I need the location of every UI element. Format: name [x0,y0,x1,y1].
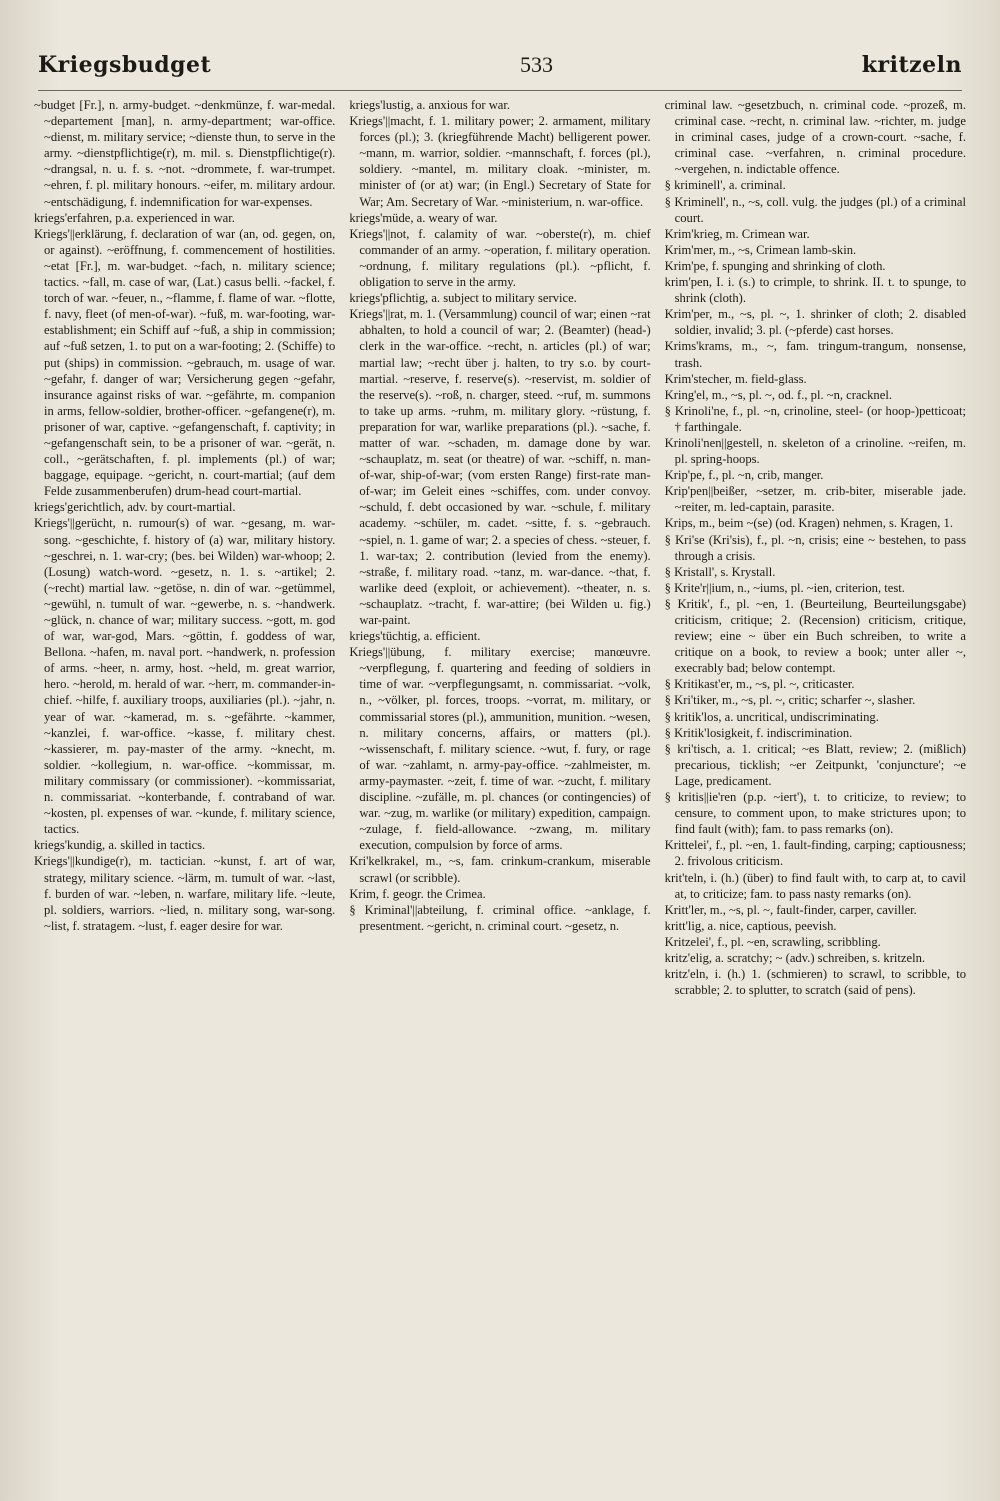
dictionary-entry: Krim'pe, f. spunging and shrinking of cloth. [664,258,886,273]
dictionary-entry: § Kritik', f., pl. ~en, 1. (Beurteilung, Beurteilungsgabe) criticism, critique; 2. (Recension) criticism, critique, review; eine ~ über ein Buch schreiben, to write a critique on a book, to review a book; unter aller ~, execrably bad; below contempt. [664,596,966,676]
left-running-headword: Kriegsbudget [38,52,212,78]
dictionary-entry: § kri'tisch, a. 1. critical; ~es Blatt, review; 2. (mißlich) precarious, ticklish; ~er Zeitpunkt, 'conjuncture'; ~e Lage, predicament. [664,741,966,788]
dictionary-entry: krit'teln, i. (h.) (über) to find fault with, to carp at, to cavil at, to criticize; fam. to pass nasty remarks (on). [664,870,966,901]
dictionary-entry: Krinoli'nen||gestell, n. skeleton of a crinoline. ~reifen, m. pl. spring-hoops. [664,435,966,467]
dictionary-entry: § Kriminal'||abteilung, f. criminal office. ~anklage, f. presentment. ~gericht, n. criminal court. ~gesetz, n. [349,902,651,933]
column-3 [665,97,966,1473]
dictionary-entry: Kriegs'||übung, f. military exercise; manœuvre. ~verpflegung, f. quartering and feeding of soldiers in time of war. ~verpflegungsamt, n. commissariat. ~volk, n., ~völker, pl. forces, troops. ~vorrat, m. military, or commissarial stores (pl.), ammunition, munition. ~wesen, n. military concerns, affairs, or matters (pl.). ~wissenschaft, f. military science. ~wut, f. fury, or rage of war. ~zahlamt, n. army-pay-office. ~zahlmeister, m. army-paymaster. ~zeit, f. time of war. ~zucht, f. military discipline. ~zufälle, m. pl. chances (or contingencies) of war. ~zug, m. warlike (or military) expedition, campaign. ~zulage, f. field-allowance. ~zwang, m. military execution, compulsion by force of arms. [349,645,651,853]
dictionary-entry: § Krite'r||ium, n., ~iums, pl. ~ien, criterion, test. [664,580,905,595]
dictionary-entry: Kriegs'||gerücht, n. rumour(s) of war. ~gesang, m. war-song. ~geschichte, f. history of (a) war, military history. ~geschrei, n. 1. war-cry; (bes. bei Wilden) war-whoop; 2. (Losung) watch-word. ~gesetz, n. 1. s. ~artikel; 2. (~recht) martial law. ~getöse, n. din of war. ~getümmel, ~gewühl, n. tumult of war. ~gewerbe, n. s. ~handwerk. ~glück, n. chance of war; military success. ~gott, m. god of war, war-god, Mars. ~göttin, f. goddess of war, Bellona. ~hafen, m. naval port. ~handwerk, n. profession of arms. ~heer, n. army, host. ~held, m. great warrior, hero. ~herold, m. herald of war. ~herr, m. commander-in-chief. ~hilfe, f. auxiliary troops, auxiliaries (pl.). ~jahr, n. year of war. ~kamerad, m. s. ~gefährte. ~kammer, ~kanzlei, f. war-office. ~kasse, f. military chest. ~kassierer, m. pay-master of the army. ~knecht, m. soldier. ~kollegium, n. war-office. ~kommissar, m. military commissary (or commissioner). ~kommissariat, n. commissariat. ~konterbande, f. contraband of war. ~kosten, pl. expenses of war. ~kunde, f. military science, tactics. [34,516,336,837]
page-number: 533 [519,52,553,77]
dictionary-entry: § Kri'tiker, m., ~s, pl. ~, critic; scharfer ~, slasher. [664,693,916,708]
dictionary-entry: kriegs'erfahren, p.a. experienced in war. [34,210,235,225]
dictionary-entry: Krip'pe, f., pl. ~n, crib, manger. [664,468,824,483]
page-header [38,52,962,91]
dictionary-entry: § Kristall', s. Krystall. [664,564,776,579]
dictionary-entry: ~budget [Fr.], n. army-budget. ~denkmünze, f. war-medal. ~departement [man], n. army-department; war-office. ~dienst, m. military service; ~dienste thun, to serve in the army. ~dienstpflichtige(r), m. mil. s. Dienstpflichtige(r). ~drangsal, n. u. f. s. ~not. ~drommete, f. war-trumpet. ~ehren, f. pl. military honours. ~eifer, m. military ardour. ~entschädigung, f. indemnification for war-expenses. [34,98,336,209]
dictionary-entry: § Krinoli'ne, f., pl. ~n, crinoline, steel- (or hoop-)petticoat; † farthingale. [664,403,966,434]
dictionary-entry: § Kritik'losigkeit, f. indiscrimination. [664,725,853,740]
dictionary-entry: Krim, f. geogr. the Crimea. [349,886,486,901]
dictionary-entry: § kritik'los, a. uncritical, undiscriminating. [664,709,879,724]
dictionary-entry: § Kri'se (Kri'sis), f., pl. ~n, crisis; eine ~ bestehen, to pass through a crisis. [664,532,966,563]
dictionary-entry: Kring'el, m., ~s, pl. ~, od. f., pl. ~n, cracknel. [664,387,892,402]
dictionary-entry: Kriegs'||erklärung, f. declaration of war (an, od. gegen, on, or against). ~eröffnung, f. commencement of hostilities. ~etat [Fr.], m. war-budget. ~fach, n. military science; tactics. ~fall, m. case of war, (Lat.) casus belli. ~fackel, f. torch of war. ~feuer, n., ~flamme, f. flame of war. ~flotte, f. navy, fleet (of men-of-war). ~fuß, m. war-footing, war-establishment; ein Schiff auf ~fuß, a ship in commission; auf ~fuß setzen, 1. to put on a war-footing; 2. (Schiffe) to put (ships) in commission. ~gebrauch, m. usage of war. ~gefahr, f. danger of war; Versicherung gegen ~gefahr, insurance against risks of war. ~gefährte, m. companion in arms, fellow-soldier, brother-officer. ~gefangene(r), m. prisoner of war, captive. ~gefangenschaft, f. captivity; in ~gefangenschaft sein, to be a prisoner of war. ~gerät, n. coll., ~gerätschaften, f. pl. implements (pl.) of war; baggage, equipage. ~gericht, n. court-martial; (auf dem Felde zusammenberufen) drum-head court-martial. [34,226,336,499]
entry-columns [34,97,966,1473]
dictionary-entry: kriegs'pflichtig, a. subject to military service. [349,291,577,306]
dictionary-entry: kriegs'kundig, a. skilled in tactics. [34,838,206,853]
column-2 [349,97,650,1473]
dictionary-entry: § Kritikast'er, m., ~s, pl. ~, criticaster. [664,677,855,692]
dictionary-entry: Kriegs'||not, f. calamity of war. ~oberste(r), m. chief commander of an army. ~operation, f. military operation. ~ordnung, f. military regulations (pl.). ~pflicht, f. obligation to serve in the army. [349,226,651,290]
dictionary-entry: § kritis||ie'ren (p.p. ~iert'), t. to criticize, to review; to censure, to comment upon, to make strictures upon; to find fault (with); fam. to pass remarks (on). [664,790,966,837]
dictionary-entry: Krim'per, m., ~s, pl. ~, 1. shrinker of cloth; 2. disabled soldier, invalid; 3. pl. (~pferde) cast horses. [664,307,966,338]
dictionary-entry: Krim'stecher, m. field-glass. [664,371,807,386]
dictionary-entry: § Kriminell', n., ~s, coll. vulg. the judges (pl.) of a criminal court. [664,194,966,225]
dictionary-entry: Krip'pen||beißer, ~setzer, m. crib-biter, miserable jade. ~reiter, m. led-captain, parasite. [664,484,966,515]
right-running-headword: kritzeln [861,52,962,78]
dictionary-entry: Kritzelei', f., pl. ~en, scrawling, scribbling. [664,934,881,949]
dictionary-entry: Kri'kelkrakel, m., ~s, fam. crinkum-crankum, miserable scrawl (or scribble). [349,854,651,885]
dictionary-entry: kritz'eln, i. (h.) 1. (schmieren) to scrawl, to scribble, to scrabble; 2. to splutter, to scratch (said of pens). [664,967,966,998]
dictionary-entry: krim'pen, I. i. (s.) to crimple, to shrink. II. t. to spunge, to shrink (cloth). [664,275,966,306]
dictionary-entry: Kriegs'||kundige(r), m. tactician. ~kunst, f. art of war, strategy, military science. ~lärm, m. tumult of war. ~last, f. burden of war. ~leben, n. warfare, military life. ~leute, pl. soldiers, warriors. ~lied, n. military song, war-song. ~list, f. stratagem. ~lust, f. eager desire for war. [34,854,336,933]
dictionary-entry: Krims'krams, m., ~, fam. tringum-trangum, nonsense, trash. [664,339,966,370]
dictionary-entry: Kritt'ler, m., ~s, pl. ~, fault-finder, carper, caviller. [664,902,917,917]
dictionary-entry: kriegs'lustig, a. anxious for war. [349,98,511,112]
dictionary-entry: kriegs'gerichtlich, adv. by court-martial. [34,500,236,515]
dictionary-entry: § kriminell', a. criminal. [664,178,786,193]
dictionary-entry: kritt'lig, a. nice, captious, peevish. [664,918,837,933]
dictionary-entry: Krips, m., beim ~(se) (od. Kragen) nehmen, s. Kragen, 1. [664,516,954,531]
dictionary-entry: criminal law. ~gesetzbuch, n. criminal code. ~prozeß, m. criminal case. ~recht, n. criminal law. ~richter, m. judge in criminal cases, judge of a crown-court. ~sache, f. criminal case. ~verfahren, n. criminal procedure. ~vergehen, n. indictable offence. [664,98,966,177]
dictionary-entry: Kriegs'||rat, m. 1. (Versammlung) council of war; einen ~rat abhalten, to hold a council of war; 2. (Beamter) (head-) clerk in the war-office. ~recht, n. articles (pl.) of war; martial law; ~recht über j. halten, to try s.o. by court-martial. ~reserve, f. reserve(s). ~reservist, m. soldier of the reserve(s). ~roß, n. charger, steed. ~ruf, m. summons to take up arms. ~ruhm, m. military glory. ~rüstung, f. preparation for war, warlike preparations (pl.). ~sache, f. matter of war. ~schaden, m. damage done by war. ~schauplatz, m. seat (or theatre) of war. ~schiff, n. man-of-war, ship-of-war; (vom ersten Range) first-rate man-of-war; im Geleit eines ~schiffes, com. under convoy. ~schuld, f. debt occasioned by war. ~schule, f. military academy. ~schüler, m. cadet. ~sitte, f. s. ~gebrauch. ~spiel, n. 1. game of war; 2. a species of chess. ~steuer, f. 1. war-tax; 2. contribution (levied from the enemy). ~straße, f. military road. ~tanz, m. war-dance. ~that, f. warlike deed (exploit, or achievement). ~theater, n. s. ~schauplatz. ~tracht, f. war-attire; (bei Wilden u. fig.) war-paint. [349,307,651,627]
dictionary-entry: Krittelei', f., pl. ~en, 1. fault-finding, carping; captiousness; 2. frivolous criticism. [664,838,966,869]
dictionary-entry: kritz'elig, a. scratchy; ~ (adv.) schreiben, s. kritzeln. [664,950,926,965]
column-1 [34,97,335,1473]
dictionary-entry: Krim'mer, m., ~s, Crimean lamb-skin. [664,242,857,257]
dictionary-entry: kriegs'tüchtig, a. efficient. [349,629,481,644]
dictionary-entry: Kriegs'||macht, f. 1. military power; 2. armament, military forces (pl.); 3. (kriegführende Macht) belligerent power. ~mann, m. warrior, soldier. ~mannschaft, f. forces (pl.), soldiery. ~mantel, m. military cloak. ~minister, m. minister of (or at) war; (in Engl.) Secretary of State for War; Am. Secretary of War. ~ministerium, n. war-office. [349,114,651,209]
dictionary-entry: kriegs'müde, a. weary of war. [349,210,498,225]
dictionary-entry: Krim'krieg, m. Crimean war. [664,226,810,241]
